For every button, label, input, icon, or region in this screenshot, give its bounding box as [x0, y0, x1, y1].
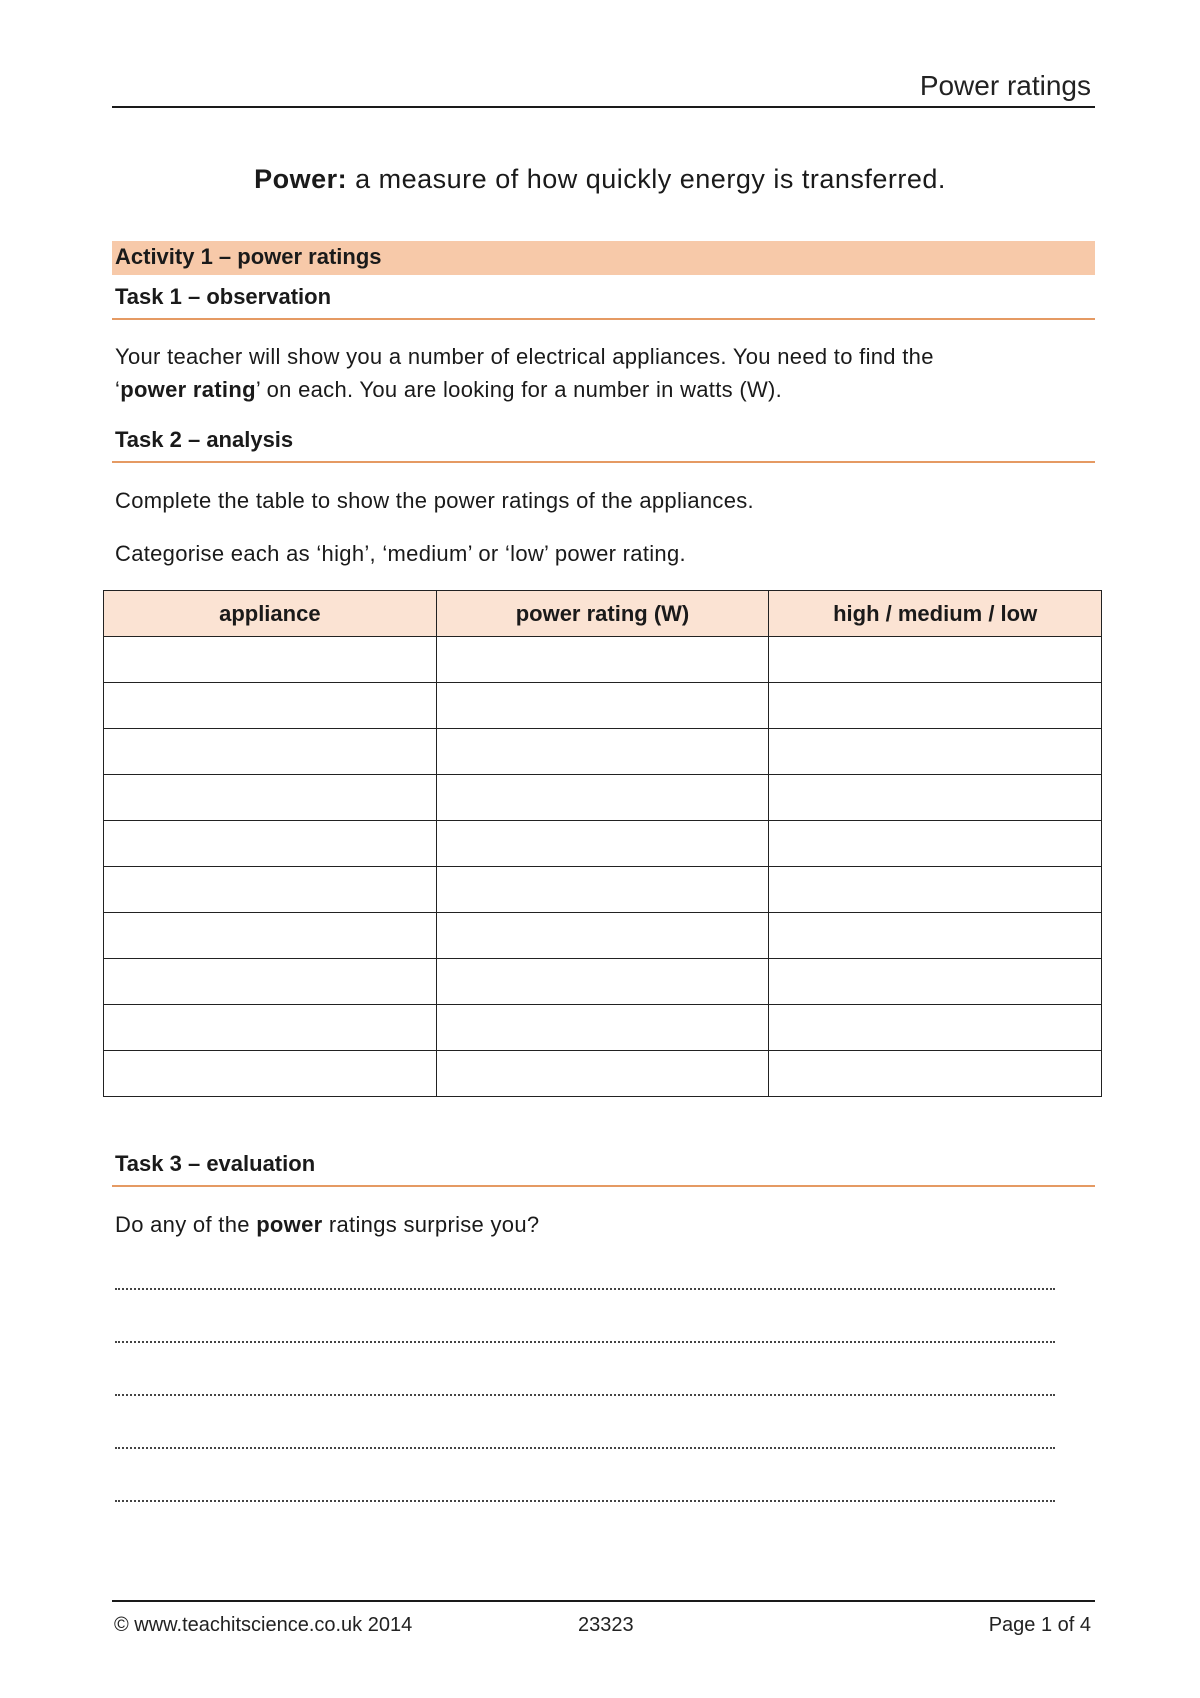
table-cell[interactable]	[769, 775, 1102, 821]
appliance-table	[103, 590, 1102, 1097]
table-cell[interactable]	[104, 821, 437, 867]
answer-line[interactable]	[115, 1288, 1055, 1290]
table-cell[interactable]	[104, 913, 437, 959]
table-cell[interactable]	[436, 913, 769, 959]
activity-title: Activity 1 – power ratings	[115, 244, 382, 269]
answer-line[interactable]	[115, 1341, 1055, 1343]
table-cell[interactable]	[769, 683, 1102, 729]
definition-text: a measure of how quickly energy is transferred.	[347, 164, 946, 194]
table-cell[interactable]	[436, 729, 769, 775]
table-cell[interactable]	[436, 775, 769, 821]
table-cell[interactable]	[436, 637, 769, 683]
question-start: Do any of the	[115, 1212, 257, 1237]
open-quote: ‘	[115, 377, 121, 402]
table-cell[interactable]	[769, 1051, 1102, 1097]
table-row	[104, 913, 1102, 959]
footer-page-number: Page 1 of 4	[988, 1614, 1091, 1636]
table-row	[104, 867, 1102, 913]
table-cell[interactable]	[104, 775, 437, 821]
table-cell[interactable]	[769, 959, 1102, 1005]
footer-code: 23323	[578, 1614, 634, 1636]
table-cell[interactable]	[769, 821, 1102, 867]
task1-line2	[115, 373, 934, 406]
task2-heading-text: Task 2 – analysis	[115, 427, 294, 452]
task1-line2-rest: ’ on each. You are looking for a number in watts (W).	[255, 377, 783, 402]
table-body	[104, 637, 1102, 1097]
task2-instruction-1: Complete the table to show the power ratings of the appliances.	[115, 488, 754, 513]
task2-heading	[112, 427, 1095, 463]
col-appliance: appliance	[104, 591, 437, 637]
task2-instruction-2: Categorise each as ‘high’, ‘medium’ or ‘low’ power rating.	[115, 541, 686, 566]
col-power-rating: power rating (W)	[436, 591, 769, 637]
table-row	[104, 1005, 1102, 1051]
table-cell[interactable]	[436, 959, 769, 1005]
power-definition	[0, 164, 1200, 195]
answer-line[interactable]	[115, 1447, 1055, 1449]
table-cell[interactable]	[436, 1051, 769, 1097]
task1-instructions	[115, 340, 934, 406]
table-cell[interactable]	[769, 637, 1102, 683]
table-row	[104, 775, 1102, 821]
table-row	[104, 1051, 1102, 1097]
table-cell[interactable]	[104, 683, 437, 729]
page-title: Power ratings	[919, 70, 1091, 101]
definition-term: Power:	[254, 164, 348, 194]
col-category: high / medium / low	[769, 591, 1102, 637]
table-cell[interactable]	[104, 1005, 437, 1051]
table-row	[104, 683, 1102, 729]
task3-heading-text: Task 3 – evaluation	[115, 1151, 316, 1176]
table-row	[104, 959, 1102, 1005]
table-cell[interactable]	[769, 729, 1102, 775]
table-row	[104, 637, 1102, 683]
table-cell[interactable]	[104, 959, 437, 1005]
answer-line[interactable]	[115, 1500, 1055, 1502]
table-cell[interactable]	[769, 1005, 1102, 1051]
task3-question	[115, 1208, 539, 1241]
table-cell[interactable]	[436, 821, 769, 867]
page-header	[112, 58, 1095, 108]
task3-heading	[112, 1151, 1095, 1187]
table-cell[interactable]	[436, 683, 769, 729]
table-cell[interactable]	[436, 867, 769, 913]
table-cell[interactable]	[436, 1005, 769, 1051]
task1-heading	[112, 284, 1095, 320]
task1-line1: Your teacher will show you a number of electrical appliances. You need to find the	[115, 344, 934, 369]
footer-copyright: © www.teachitscience.co.uk 2014	[114, 1614, 413, 1636]
table-cell[interactable]	[104, 1051, 437, 1097]
table-row	[104, 821, 1102, 867]
table-header-row	[104, 591, 1102, 637]
power-rating-term: power rating	[120, 377, 256, 402]
page-footer	[112, 1600, 1095, 1644]
table-cell[interactable]	[769, 913, 1102, 959]
question-end: ratings surprise you?	[322, 1212, 540, 1237]
table-cell[interactable]	[104, 729, 437, 775]
activity-heading	[112, 241, 1095, 275]
table-cell[interactable]	[104, 867, 437, 913]
table-cell[interactable]	[769, 867, 1102, 913]
task1-heading-text: Task 1 – observation	[115, 284, 332, 309]
answer-line[interactable]	[115, 1394, 1055, 1396]
table-cell[interactable]	[104, 637, 437, 683]
table-row	[104, 729, 1102, 775]
question-power-term: power	[256, 1212, 323, 1237]
